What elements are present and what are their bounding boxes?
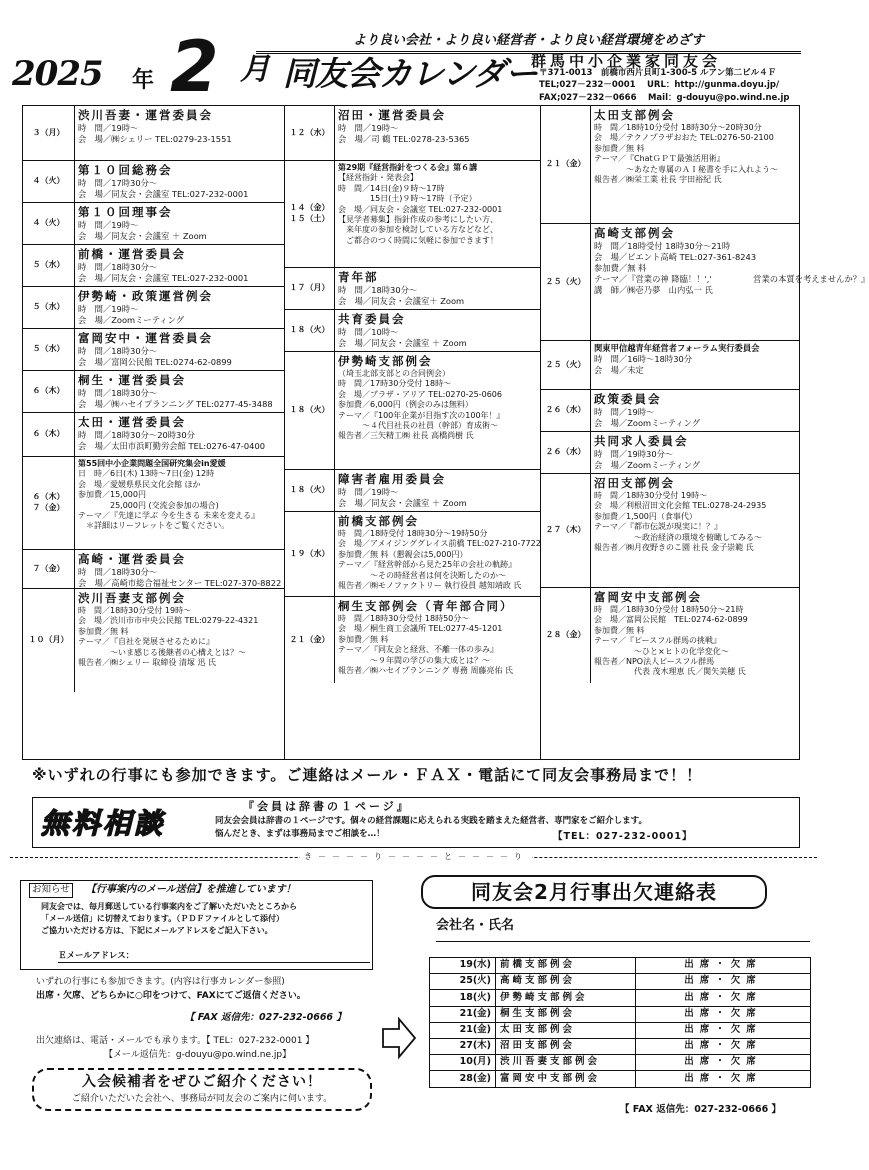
entry-line: テーマ／『都市伝説が現実に！？』 [594, 522, 722, 532]
calendar-entry [285, 161, 540, 268]
entry-date: １９（水） [285, 512, 335, 596]
right-arrow-icon [381, 1015, 417, 1061]
entry-line: 会 場／同友会・会議室 ＋ Zoom [78, 230, 207, 241]
entry-line: 会 場／富岡公民館 TEL:0274-62-0899 [78, 356, 232, 367]
calendar-entry [285, 470, 540, 512]
attendance-date: 25(火) [430, 974, 496, 990]
fax-return-number: 【 FAX 返信先：027-232-0666 】 [185, 1012, 346, 1023]
entry-line: 会 場／未定 [594, 364, 644, 375]
attendance-date: 10(月) [430, 1055, 496, 1071]
entry-date: ２６（水） [541, 432, 591, 473]
attendance-row [430, 974, 811, 990]
entry-line: 【見学者募集】指針作成の参考にしたい方、 [338, 214, 498, 224]
entry-line: 会 場／㈱ハセイプランニング TEL:0277-45-3488 [78, 398, 273, 409]
entry-line: 会 場／同友会・会議室 TEL:027-232-0001 [78, 272, 249, 283]
entry-date: ２１（金） [541, 106, 591, 223]
entry-line: 時 間／17時30分～ [78, 177, 158, 188]
calendar-entry [541, 224, 869, 341]
fax-mail-line: FAX;027－232－0666 Mail：g-douyu@po.wind.ne.jp [539, 92, 790, 103]
entry-line: 会 場／利根沼田文化会館 TEL:0278-24-2935 [594, 501, 767, 511]
calendar-month: 2 [170, 26, 219, 108]
recruit-title: 入会候補者をぜひご紹介ください！ [82, 1074, 322, 1090]
entry-date: ６（木） [23, 413, 75, 456]
entry-line: 時 間／19時30分～ [594, 448, 674, 459]
entry-title: 沼田・運営委員会 [338, 108, 446, 122]
entry-title: 伊勢崎支部例会 [338, 354, 433, 368]
entry-line: 会 場／愛媛県県民文化会館 ほか [78, 479, 201, 489]
entry-line: 15日(土)９時～17時（予定） [338, 194, 477, 204]
entry-line: テーマ／『営業の神 降臨！！',' 営業の本質を考えませんか？』 [594, 273, 869, 284]
calendar-entry [23, 589, 284, 692]
entry-line: 参加費／1,500円（食事代） [594, 511, 697, 521]
entry-line: ～政治経済の環境を俯瞰してみる～ [594, 532, 762, 542]
entry-line: 25,000円 (交流会参加の場合) [78, 500, 219, 510]
calendar-entry [541, 588, 799, 683]
entry-content [591, 588, 799, 683]
entry-date: ４（火） [23, 203, 75, 244]
entry-line: 参加費／15,000円 [78, 490, 146, 500]
entry-line: 会 場／ビエント高崎 TEL:027-361-8243 [594, 251, 757, 262]
fax-return-number-2: 【 FAX 返信先：027-232-0666 】 [620, 1104, 781, 1115]
entry-line: ～いま感じる後継者の心構えとは？～ [78, 647, 246, 657]
attendance-row [430, 1038, 811, 1054]
tel-url-line: TEL;027－232－0001 URL：http://gunma.doyu.jp/ [539, 80, 780, 91]
entry-date: １８（火） [285, 310, 335, 351]
slogan: より良い会社・より良い経営者・より良い経営環境をめざす [256, 32, 801, 54]
entry-date: １０（月） [23, 589, 75, 692]
entry-date: ５（水） [23, 329, 75, 370]
email-notice-heading: 【行事案内のメール送信】を推進しています！ [86, 884, 296, 895]
attendance-event: 渋川吾妻支部例会 [496, 1055, 636, 1071]
free-consultation-tel: 【TEL：027-232-0001】 [553, 831, 693, 842]
entry-line: 時 間／19時～ [78, 303, 139, 314]
entry-line: 会 場／Zoomミーティング [78, 314, 185, 325]
entry-content [75, 245, 284, 286]
entry-content [75, 287, 284, 328]
attendance-date: 18(火) [430, 990, 496, 1006]
calendar-column-3 [541, 106, 869, 759]
attendance-date: 19(水) [430, 958, 496, 974]
free-consultation-label: 無料相談 [41, 807, 166, 840]
organization-address [539, 67, 790, 104]
entry-line: 時 間／18時受付 18時30分～21時 [594, 240, 731, 251]
entry-date: １８（火） [285, 470, 335, 511]
entry-title: 前橋支部例会 [338, 514, 419, 528]
entry-line: （埼玉北部支部との合同例会） [338, 368, 450, 378]
entry-title: 政策委員会 [594, 392, 662, 406]
entry-content [335, 597, 540, 683]
entry-line: 時 間／18時30分～ [78, 566, 158, 577]
entry-content [75, 457, 284, 549]
entry-title: 渋川吾妻支部例会 [78, 591, 186, 605]
entry-line: 会 場／太田市浜町勤労会館 TEL:0276-47-0400 [78, 440, 266, 451]
entry-date: ２１（金） [285, 597, 335, 683]
entry-line: 時 間／18時30分受付 18時50分～ [338, 613, 470, 623]
company-name-field[interactable] [436, 941, 810, 942]
entry-line: テーマ／『ピースフル群馬の挑戦』 [594, 636, 721, 646]
entry-date: ６（木） [23, 371, 75, 412]
entry-line: 時 間／18時30分受付 19時～ [78, 605, 192, 615]
entry-content [591, 432, 799, 473]
entry-line: 時 間／19時～ [78, 122, 139, 133]
attendance-date: 27(木) [430, 1038, 496, 1054]
attendance-status[interactable]: 出席・欠席 [636, 1038, 811, 1054]
entry-title: 渋川吾妻・運営委員会 [78, 108, 213, 122]
entry-date: ２５（火） [541, 341, 591, 389]
calendar-entry [23, 457, 284, 550]
entry-line: ～ひと×ヒトの化学変化～ [594, 646, 729, 656]
notice-banner: ※いずれの行事にも参加できます。ご連絡はメール・ＦＡＸ・電話にて同友会事務局まで！！ [32, 766, 703, 784]
calendar-year: 2025 [12, 54, 103, 94]
entry-title: 青年部 [338, 270, 379, 284]
entry-line: 時 間／10時～ [338, 326, 399, 337]
calendar-entry [23, 550, 284, 589]
entry-line: 日 時／6日(木) 13時～7日(金) 12時 [78, 469, 215, 479]
attendance-event: 前橋支部例会 [496, 958, 636, 974]
entry-content [591, 224, 869, 340]
entry-line: 【経営指針・発表会】 [338, 173, 418, 183]
entry-date: １７（月） [285, 268, 335, 309]
entry-title: 高崎・運営委員会 [78, 552, 186, 566]
entry-title: 共育委員会 [338, 312, 406, 326]
entry-line: 報告者／三矢精工㈱ 社長 高橋尚樹 氏 [338, 431, 474, 441]
attendance-row [430, 1022, 811, 1038]
entry-line: ～その時経営者は何を決断したのか～ [338, 570, 506, 580]
entry-line: 時 間／18時受付 18時30分～19時50分 [338, 528, 488, 538]
attendance-status[interactable]: 出席・欠席 [636, 958, 811, 974]
entry-content [75, 203, 284, 244]
cut-line-label: き－－－－り－－－－と－－－－り [300, 852, 532, 863]
entry-title: 太田・運営委員会 [78, 415, 186, 429]
entry-content [75, 161, 284, 202]
attendance-row [430, 1055, 811, 1071]
attendance-status[interactable]: 出席・欠席 [636, 990, 811, 1006]
entry-line: 会 場／高崎市総合福祉センター TEL:027-370-8822 [78, 577, 282, 588]
entry-content [75, 550, 284, 588]
email-notice-line: ご協力いただける方は、下記にメールアドレスをご記入下さい。 [41, 926, 273, 935]
calendar-entry [541, 474, 799, 588]
email-notice-line: 同友会では、毎月郵送している行事案内をご了解いただいたところから [41, 902, 297, 911]
attendance-status[interactable]: 出席・欠席 [636, 1006, 811, 1022]
free-consultation-body-line: 悩んだとき、まずは事務局までご相談を…！ [215, 829, 385, 840]
entry-line: 参加費／無 料 [594, 625, 645, 635]
calendar-entry [285, 106, 540, 161]
calendar-entry [23, 371, 284, 413]
entry-content [591, 474, 799, 587]
entry-line: 参加費／無 料 [78, 626, 129, 636]
entry-title: 共同求人委員会 [594, 434, 689, 448]
calendar-entry [541, 106, 799, 224]
entry-line: 時 間／18時30分～ [78, 345, 158, 356]
attendance-row [430, 1006, 811, 1022]
free-consultation-box [32, 797, 800, 848]
entry-line: 時 間／18時30分受付 18時50分～21時 [594, 604, 744, 614]
instruction-line: 出席・欠席、どちらかに○印をつけて、FAXにてご返信ください。 [36, 990, 306, 1001]
entry-line: 報告者／㈱栄工業 社長 宇田裕紀 氏 [594, 174, 722, 184]
entry-content [335, 268, 540, 309]
event-calendar [22, 105, 869, 760]
contact-line: 【メール返信先：g-douyu@po.wind.ne.jp】 [104, 1049, 292, 1060]
entry-line: 参加費／無 料 [594, 143, 645, 153]
entry-line: 講 師／㈱壱乃夢 山内弘一 氏 [594, 284, 713, 295]
attendance-event: 富岡安中支部例会 [496, 1071, 636, 1087]
entry-line: 時 間／18時30分～20時30分 [78, 429, 195, 440]
recruit-box [32, 1068, 372, 1111]
entry-line: テーマ／『100年企業が目指す次の100年！』 [338, 410, 505, 420]
entry-content [335, 352, 540, 469]
calendar-column-1 [23, 106, 285, 759]
entry-line: 会 場／同友会・会議室 ＋ Zoom [338, 337, 467, 348]
entry-line: 会 場／渋川市市中央公民館 TEL:0279-22-4321 [78, 616, 259, 626]
entry-content [75, 371, 284, 412]
entry-date: １４（金） １５（土） [285, 161, 335, 267]
calendar-entry [23, 329, 284, 371]
entry-content [591, 106, 799, 223]
entry-content [335, 310, 540, 351]
entry-line: 参加費／6,000円（例会のみは無料） [338, 400, 473, 410]
entry-line: テーマ／『経営幹部から見た25年の会社の軌跡』 [338, 560, 517, 570]
entry-line: 会 場／同友会・会議室 ＋ Zoom [338, 497, 467, 508]
attendance-event: 太田支部例会 [496, 1022, 636, 1038]
attendance-table [429, 957, 811, 1088]
entry-line: 会 場／Zoomミーティング [594, 417, 701, 428]
attendance-row [430, 1071, 811, 1087]
entry-content [335, 161, 540, 267]
entry-line: ＊詳細はリーフレットをご覧ください。 [78, 521, 230, 531]
attendance-status[interactable]: 出席・欠席 [636, 1071, 811, 1087]
entry-content [75, 589, 284, 692]
entry-line: 参加費／無 料 [338, 634, 389, 644]
free-consultation-body-line: 同友会会員は辞書の１ページです。個々の経営課題に応えられる実践を踏まえた経営者、専門家をご紹介します。 [215, 816, 647, 826]
attendance-status[interactable]: 出席・欠席 [636, 1055, 811, 1071]
entry-line: テーマ／『同友会と経営、不離一体の歩み』 [338, 645, 498, 655]
year-suffix: 年 [132, 68, 155, 93]
entry-content [591, 390, 799, 431]
entry-date: １８（火） [285, 352, 335, 469]
calendar-entry [541, 390, 799, 432]
calendar-entry [285, 268, 540, 310]
attendance-row [430, 990, 811, 1006]
entry-date: ２６（水） [541, 390, 591, 431]
calendar-entry [23, 245, 284, 287]
attendance-date: 28(金) [430, 1071, 496, 1087]
entry-line: 会 場／同友会・会議室 TEL:027-232-0001 [78, 188, 249, 199]
entry-line: 会 場／同友会・会議室＋ Zoom [338, 295, 465, 306]
company-name-label: 会社名・氏名 [436, 918, 515, 933]
entry-line: 時 間／19時～ [78, 219, 139, 230]
entry-line: テーマ／『先達に学ぶ 今を生きる 未来を変える』 [78, 510, 260, 520]
entry-line: 時 間／18時30分受付 19時～ [594, 490, 708, 500]
entry-line: 時 間／19時～ [338, 122, 399, 133]
calendar-entry [541, 432, 799, 474]
entry-line: 報告者／NPO法人ピースフル群馬 [594, 656, 715, 666]
entry-title: 伊勢崎・政策運営例会 [78, 289, 213, 303]
entry-line: 来年度の参加を検討している方などなど、 [338, 225, 498, 235]
entry-line: 時 間／19時～ [338, 486, 399, 497]
month-suffix: 月 [240, 52, 270, 87]
attendance-date: 21(金) [430, 1022, 496, 1038]
entry-date: ２８（金） [541, 588, 591, 683]
calendar-entry [23, 161, 284, 203]
calendar-entry [285, 597, 540, 683]
entry-title: 富岡安中支部例会 [594, 590, 702, 604]
entry-date: ５（水） [23, 245, 75, 286]
entry-line: 第29期『経営指針をつくる会』第６講 [338, 163, 478, 172]
email-address-field[interactable]: Ｅメールアドレス： [58, 951, 370, 963]
entry-line: 時 間／19時～ [594, 406, 655, 417]
entry-title: 前橋・運営委員会 [78, 247, 186, 261]
free-consultation-title: 『会員は辞書の１ページ』 [243, 800, 411, 813]
entry-line: 時 間／18時30分～ [338, 284, 418, 295]
entry-line: 関東甲信越青年経営者フォーラム実行委員会 [594, 343, 760, 353]
entry-line: 会 場／プラザ・アリア TEL:0270-25-0606 [338, 389, 502, 399]
contact-line: 出欠連絡は、電話・メールでも承ります。【 TEL：027-232-0001 】 [36, 1036, 315, 1046]
entry-line: 会 場／桐生商工会議所 TEL:0277-45-1201 [338, 624, 503, 634]
organization-name: 群馬中小企業家同友会 [531, 52, 722, 70]
entry-line: テーマ／『ChatＧＰＴ最強活用術』 [594, 154, 725, 164]
entry-line: 会 場／司 鶴 TEL:0278-23-5365 [338, 133, 470, 144]
entry-content [335, 106, 540, 160]
entry-line: 参加費／無 料（懇親会は5,000円） [338, 549, 468, 559]
recruit-subtitle: ご紹介いただいた会社へ、事務局が同友会のご案内に伺います。 [71, 1094, 333, 1104]
entry-date: ４（火） [23, 161, 75, 202]
entry-title: 沼田支部例会 [594, 476, 675, 490]
entry-line: 報告者／㈱月夜野きのこ園 社長 金子崇範 氏 [594, 542, 754, 552]
calendar-column-2 [285, 106, 541, 759]
calendar-entry [285, 352, 540, 470]
entry-line: 時 間／14日(金)９時～17時 [338, 183, 445, 193]
address-line: 〒371-0013 前橋市西片貝町1-300-5 ルアン第二ビル４Ｆ [539, 68, 777, 78]
attendance-event: 桐生支部例会 [496, 1006, 636, 1022]
entry-content [75, 329, 284, 370]
entry-line: 時 間／18時30分～ [78, 387, 158, 398]
entry-line: ～あなた専属のＡＩ秘書を手に入れよう～ [594, 164, 778, 174]
entry-date: ６（木） ７（金） [23, 457, 75, 549]
entry-line: 会 場／Zoomミーティング [594, 459, 701, 470]
entry-line: テーマ／『自社を発展させるために』 [78, 637, 214, 647]
email-notice-line: 「メール送信」に切替えております。（ＰＤＦファイルとして添付） [41, 914, 285, 923]
entry-line: 会 場／テクノプラザおおた TEL:0276-50-2100 [594, 133, 774, 143]
attendance-status[interactable]: 出席・欠席 [636, 1022, 811, 1038]
entry-line: 報告者／㈱モノファクトリー 執行役員 越知靖政 氏 [338, 580, 522, 590]
entry-title: 富岡安中・運営委員会 [78, 331, 213, 345]
entry-date: １２（水） [285, 106, 335, 160]
instruction-line: いずれの行事にも参加できます。(内容は行事カレンダー参照) [36, 977, 285, 987]
entry-line: 会 場／同友会・会議室 TEL:027-232-0001 [338, 204, 503, 214]
attendance-event: 高崎支部例会 [496, 974, 636, 990]
entry-line: 報告者／㈱ハセイプランニング 専務 周藤亮佑 氏 [338, 665, 513, 675]
entry-title: 障害者雇用委員会 [338, 472, 446, 486]
calendar-entry [541, 341, 799, 390]
calendar-entry [285, 512, 540, 597]
attendance-event: 沼田支部例会 [496, 1038, 636, 1054]
attendance-status[interactable]: 出席・欠席 [636, 974, 811, 990]
calendar-entry [23, 203, 284, 245]
entry-date: ７（金） [23, 550, 75, 588]
entry-title: 第１０回総務会 [78, 163, 173, 177]
entry-content [335, 470, 540, 511]
contact-info [36, 1035, 314, 1063]
attendance-form-title: 同友会2月行事出欠連絡表 [421, 875, 767, 909]
entry-date: ２５（火） [541, 224, 591, 340]
entry-line: ～９年間の学びの集大成とは？～ [338, 655, 490, 665]
entry-line: 報告者／㈱シェリー 取締役 清塚 迅 氏 [78, 657, 217, 667]
entry-content [75, 106, 284, 160]
entry-line: 第55回中小企業問題全国研究集会in愛媛 [78, 459, 226, 468]
email-notice-body [41, 901, 297, 937]
entry-line: ～４代目社長の社員（幹部）育成術～ [338, 420, 498, 430]
entry-line: 時 間／18時10分受付 18時30分～20時30分 [594, 122, 762, 132]
page-title: 同友会カレンダー [283, 54, 537, 93]
entry-date: ５（水） [23, 287, 75, 328]
attendance-date: 21(金) [430, 1006, 496, 1022]
entry-line: 参加費／無 料 [594, 262, 647, 273]
attendance-row [430, 958, 811, 974]
entry-content [591, 341, 799, 389]
entry-line: 会 場／㈱シェリー TEL:0279-23-1551 [78, 133, 232, 144]
entry-line: 時 間／17時30分受付 18時～ [338, 379, 452, 389]
entry-title: 高崎支部例会 [594, 226, 675, 240]
calendar-entry [23, 413, 284, 457]
notice-label: お知らせ [29, 883, 73, 898]
entry-title: 第１０回理事会 [78, 205, 173, 219]
entry-line: 時 間／18時30分～ [78, 261, 158, 272]
entry-title: 桐生支部例会（青年部合同） [338, 599, 514, 613]
entry-line: 時 間／16時～18時30分 [594, 353, 693, 364]
entry-line: 会 場／アメイジンググレイス前橋 TEL:027-210-7722 [338, 539, 541, 549]
entry-title: 太田支部例会 [594, 108, 675, 122]
attendance-event: 伊勢崎支部例会 [496, 990, 636, 1006]
entry-title: 桐生・運営委員会 [78, 373, 186, 387]
entry-content [335, 512, 540, 596]
entry-content [75, 413, 284, 456]
entry-line: 会 場／富岡公民館 TEL:0274-62-0899 [594, 615, 748, 625]
entry-line: ご都合のつく時間に気軽に参加できます！ [338, 235, 498, 245]
entry-date: ３（月） [23, 106, 75, 160]
calendar-entry [23, 287, 284, 329]
calendar-entry [23, 106, 284, 161]
calendar-entry [285, 310, 540, 352]
entry-date: ２７（木） [541, 474, 591, 587]
entry-line: 代表 茂木理恵 氏／関矢美穂 氏 [594, 667, 746, 677]
